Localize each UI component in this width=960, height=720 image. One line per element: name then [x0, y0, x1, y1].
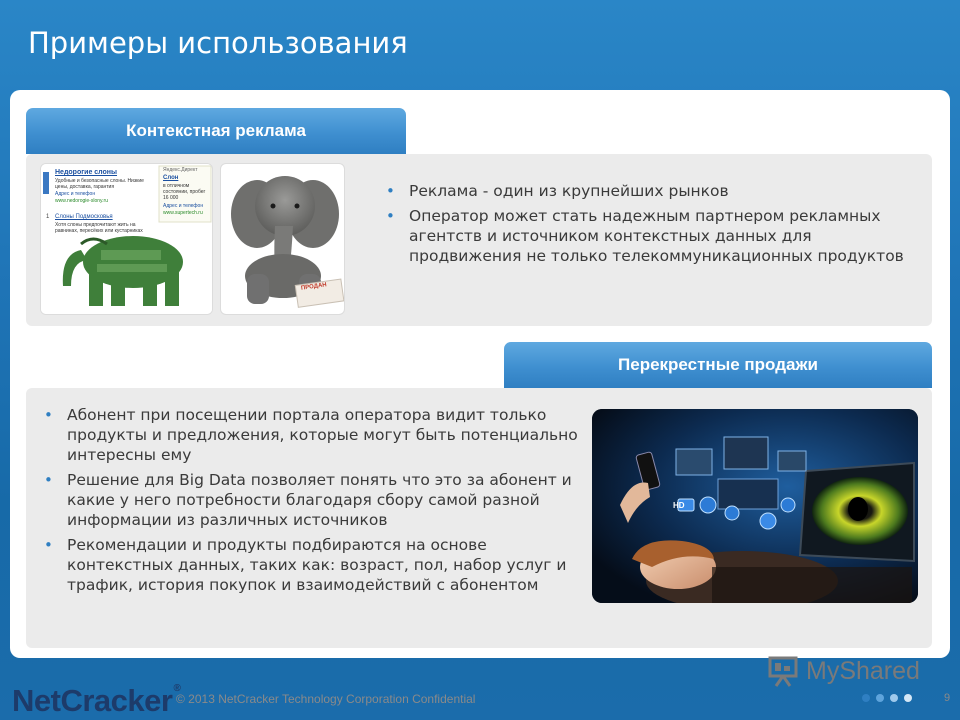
- cross-sales-bullets: [40, 405, 580, 600]
- page-title: Примеры использования: [28, 26, 408, 60]
- bullet-item: [40, 470, 580, 530]
- watermark-text: MyShared: [806, 656, 920, 685]
- side-link: Адрес и телефон: [163, 203, 204, 209]
- side-text: в отличном состоянии, пробег 16 000: [163, 183, 206, 201]
- ad-screenshot-image: [40, 163, 213, 315]
- netcracker-logo: [12, 683, 180, 719]
- elephant-graphic: [221, 164, 345, 315]
- tab-cross-sales: [504, 342, 932, 388]
- logo-text: NetCracker: [12, 683, 173, 718]
- progress-dot-icon: [876, 694, 884, 702]
- bullet-item: [40, 535, 580, 595]
- side-title: Слон: [163, 175, 179, 181]
- side-url: www.supertech.ru: [163, 210, 203, 216]
- bullet-text: Абонент при посещении портала оператора видит только продукты и предложения, которые могут быть потенциально интересны ему: [67, 406, 578, 464]
- ad1-text: Удобные и безопасные слоны. Низкие цены, доставка, гарантия: [55, 178, 144, 190]
- progress-dot-icon: [862, 694, 870, 702]
- bullet-item: [40, 405, 580, 465]
- ad1-title: Недорогие слоны: [55, 169, 118, 176]
- ad1-link: Адрес и телефон: [55, 191, 96, 197]
- bullet-dot-icon: •: [44, 536, 53, 554]
- sold-sign-text: ПРОДАН: [300, 282, 328, 292]
- bullet-dot-icon: •: [386, 207, 395, 225]
- copyright-text: © 2013 NetCracker Technology Corporation Confidential: [176, 692, 476, 706]
- myshared-watermark: [766, 654, 920, 688]
- bullet-text: Оператор может стать надежным партнером рекламных агентств и источником контекстных данных для продвижения не только телекоммуникационных продуктов: [409, 207, 904, 265]
- progress-dots: [862, 694, 912, 702]
- bullet-dot-icon: •: [44, 471, 53, 489]
- tab-cross-sales-label: Перекрестные продажи: [618, 355, 818, 374]
- bullet-item: [382, 181, 927, 201]
- devices-photo: [592, 409, 918, 603]
- bullet-dot-icon: •: [44, 406, 53, 424]
- ad1-url: www.nedorogie-slony.ru: [55, 198, 108, 204]
- bullet-text: Рекомендации и продукты подбираются на основе контекстных данных, таких как: возраст, пол, набор услуг и трафик, история покупок и взаимодействий с абонентом: [67, 536, 567, 594]
- devices-graphic: [592, 409, 918, 603]
- ad-number: 1: [46, 214, 50, 220]
- bullet-text: Реклама - один из крупнейших рынков: [409, 182, 729, 200]
- progress-dot-icon: [890, 694, 898, 702]
- page-number: 9: [944, 692, 951, 704]
- registered-mark: ®: [173, 683, 181, 694]
- hd-badge-text: HD: [673, 501, 685, 510]
- ad2-title: Слоны Подмосковья: [55, 214, 113, 220]
- side-header: Яндекс.Директ: [163, 167, 198, 173]
- tab-context-ads: [26, 108, 406, 154]
- presentation-board-icon: [766, 654, 800, 688]
- context-ads-bullets: [382, 181, 927, 271]
- bullet-text: Решение для Big Data позволяет понять что это за абонент и какие у него потребности благодаря сбору самой разной информации из различных источников: [67, 471, 572, 529]
- bullet-item: [382, 206, 927, 266]
- elephant-photo: [220, 163, 345, 315]
- ad2-text: Хотя слоны предпочитают жить на равнинах, пересёких или кустарниках: [55, 222, 143, 234]
- tab-context-ads-label: Контекстная реклама: [126, 121, 306, 140]
- progress-dot-icon: [904, 694, 912, 702]
- bullet-dot-icon: •: [386, 182, 395, 200]
